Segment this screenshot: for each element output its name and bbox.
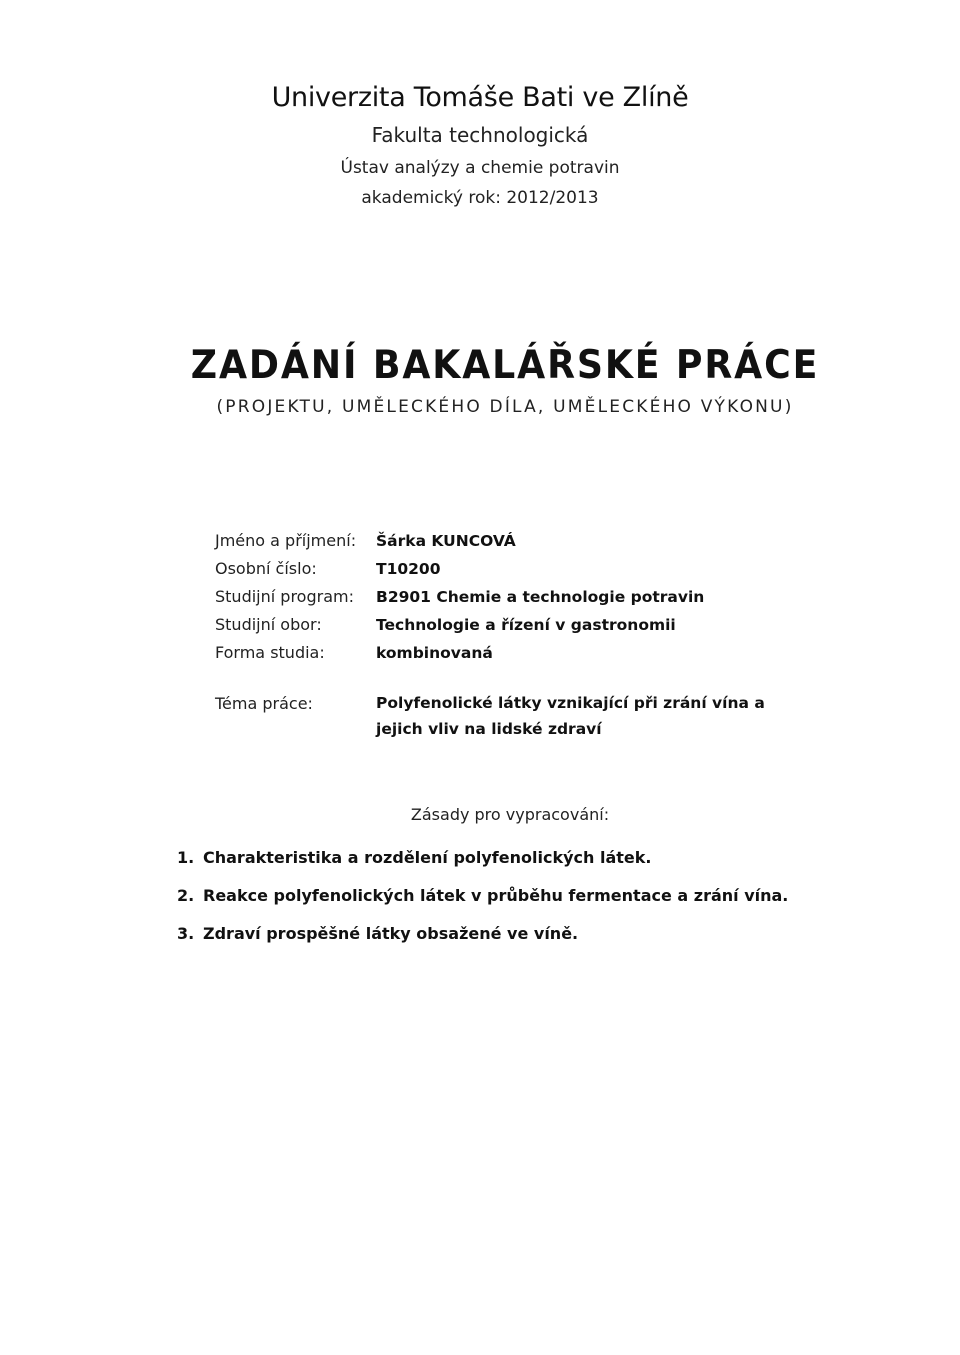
info-label: Jméno a příjmení:: [215, 531, 357, 550]
list-item: [177, 843, 877, 873]
topic-value: Polyfenolické látky vznikající při zrání vína a jejich vliv na lidské zdraví: [376, 694, 765, 738]
info-row-study-program: [0, 583, 960, 613]
institute-name: Ústav analýzy a chemie potravin: [340, 158, 620, 178]
principles-heading: Zásady pro vypracování:: [410, 805, 610, 824]
list-item: [177, 919, 877, 949]
info-row-personal-number: [0, 555, 960, 585]
topic-label: Téma práce:: [215, 694, 313, 713]
info-row-name: [0, 527, 960, 557]
academic-year: akademický rok: 2012/2013: [361, 188, 599, 208]
page-title: ZADÁNÍ BAKALÁŘSKÉ PRÁCE: [190, 343, 820, 388]
list-item: [177, 881, 877, 911]
list-item-number: 2.: [177, 886, 195, 905]
info-value: Technologie a řízení v gastronomii: [376, 616, 676, 634]
info-row-study-field: [0, 611, 960, 641]
info-value: T10200: [376, 560, 441, 578]
faculty-name: Fakulta technologická: [371, 123, 589, 147]
list-item-text: Charakteristika a rozdělení polyfenolických látek.: [203, 848, 652, 867]
info-value: kombinovaná: [376, 644, 493, 662]
info-label: Forma studia:: [215, 643, 325, 662]
list-item-text: Zdraví prospěšné látky obsažené ve víně.: [203, 924, 579, 943]
info-value: Šárka KUNCOVÁ: [376, 532, 516, 550]
info-label: Studijní obor:: [215, 615, 322, 634]
list-item-number: 1.: [177, 848, 195, 867]
document-header: [0, 78, 960, 212]
principles-list: [177, 843, 877, 957]
list-item-text: Reakce polyfenolických látek v průběhu fermentace a zrání vína.: [203, 886, 789, 905]
info-label: Osobní číslo:: [215, 559, 317, 578]
info-value: B2901 Chemie a technologie potravin: [376, 588, 705, 606]
info-row-study-form: [0, 639, 960, 669]
list-item-number: 3.: [177, 924, 195, 943]
title-block: [0, 338, 960, 420]
info-label: Studijní program:: [215, 587, 354, 606]
university-name: Univerzita Tomáše Bati ve Zlíně: [271, 82, 689, 113]
page-subtitle: (PROJEKTU, UMĚLECKÉHO DÍLA, UMĚLECKÉHO VÝKONU): [216, 397, 794, 417]
